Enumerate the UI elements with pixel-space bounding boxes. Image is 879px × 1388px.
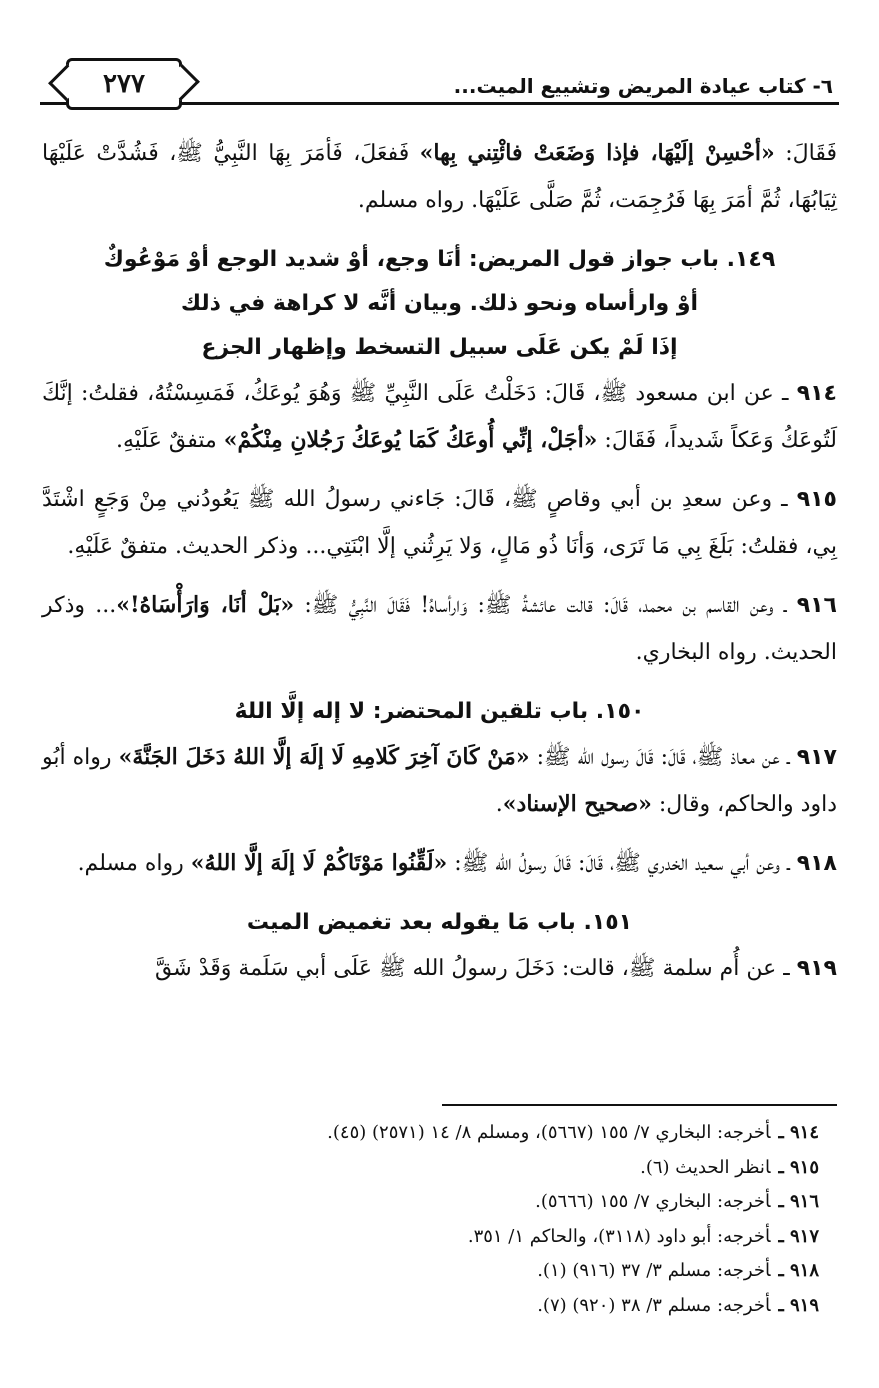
hadith-quote: «بَلْ أنَا، وَارَأْسَاهُ!» bbox=[116, 592, 295, 618]
footnote-item bbox=[60, 1254, 819, 1289]
hadith-918 bbox=[42, 840, 837, 887]
chapter-150-title: ١٥٠. باب تلقين المحتضر: لا إله إلَّا اللهُ bbox=[234, 699, 645, 724]
hadith-source: رواه مسلم. bbox=[77, 851, 191, 876]
footnote-number: ٩١٥ ـ bbox=[778, 1156, 819, 1178]
running-title: ٦- كتاب عيادة المريض وتشييع الميت... bbox=[453, 74, 833, 98]
footnotes bbox=[60, 1116, 819, 1323]
footnote-number: ٩١٨ ـ bbox=[778, 1260, 819, 1281]
footnote-item bbox=[60, 1289, 819, 1324]
hadith-number: ٩١٧ bbox=[796, 745, 837, 770]
footnote-divider bbox=[442, 1104, 837, 1106]
footnote-text: أخرجه: البخاري ٧/ ١٥٥ (٥٦٦٧)، ومسلم ٨/ ١٤ (٢٥٧١) (٤٥). bbox=[327, 1122, 771, 1143]
hadith-text: ـ عن معاذ ﷺ، قَالَ: قَالَ رسول الله ﷺ: bbox=[529, 745, 797, 770]
hadith-quote: «مَنْ كَانَ آخِرَ كَلامِهِ لَا إلَهَ إلَّا اللهُ دَخَلَ الجَنَّةَ» bbox=[118, 744, 530, 770]
hadith-grading: «صحيح الإسناد» bbox=[502, 791, 652, 817]
hadith-915 bbox=[42, 476, 837, 570]
hadith-914 bbox=[42, 370, 837, 464]
hadith-text: ـ وعن سعدِ بن أبي وقاصٍ ﷺ، قَالَ: جَاءني رسولُ الله ﷺ يَعُودُني مِنْ وَجَعٍ اشْتَدَّ بِي، فقلتُ: بَلَغَ بِي مَا تَرَى، وَأنَا ذُو مَالٍ، وَلا يَرِثُني إلَّا ابْنَتِي... وذكر الحديث. متفقٌ عَلَيْهِ. bbox=[42, 487, 837, 559]
intro-hadith-quote: «أحْسِنْ إلَيْهَا، فإذا وَضَعَتْ فائْتِني بِها» bbox=[419, 140, 775, 166]
hadith-end: . bbox=[495, 792, 503, 817]
footnote-text: أخرجه: البخاري ٧/ ١٥٥ (٥٦٦٦). bbox=[535, 1191, 771, 1212]
hadith-quote: «لَقِّنُوا مَوْتَاكُمْ لَا إلَهَ إلَّا اللهُ» bbox=[190, 850, 448, 876]
footnote-text: أخرجه: أبو داود (٣١١٨)، والحاكم ١/ ٣٥١. bbox=[467, 1225, 771, 1247]
hadith-source: رواه أبُو داود والحاكم، وقال: bbox=[42, 745, 837, 817]
footnote-number: ٩١٤ ـ bbox=[778, 1122, 819, 1143]
footnote-text: أخرجه: مسلم ٣/ ٣٧ (٩١٦) (١). bbox=[537, 1260, 771, 1281]
footnote-number: ٩١٩ ـ bbox=[778, 1294, 819, 1316]
footnote-text: انظر الحديث (٦). bbox=[640, 1156, 771, 1178]
footnote-text: أخرجه: مسلم ٣/ ٣٨ (٩٢٠) (٧). bbox=[537, 1294, 771, 1316]
footnote-item bbox=[60, 1220, 819, 1255]
hadith-text: ـ عن أُم سلمة ﷺ، قالت: دَخَلَ رسولُ الله ﷺ عَلَى أبي سَلَمة وَقَدْ شَقَّ bbox=[154, 956, 797, 981]
footnote-item bbox=[60, 1185, 819, 1220]
hadith-916 bbox=[42, 582, 837, 676]
hadith-number: ٩١٥ bbox=[796, 487, 837, 512]
page-number-frame bbox=[66, 58, 182, 110]
chapter-149-title-line-3: إذَا لَمْ يكن عَلَى سبيل التسخط وإظهار الجزع bbox=[201, 335, 678, 360]
hadith-number: ٩١٩ bbox=[796, 956, 837, 981]
footnote-number: ٩١٧ ـ bbox=[778, 1225, 819, 1247]
hadith-text: ـ وعن أبي سعيد الخدري ﷺ، قَالَ: قَالَ رسولُ الله ﷺ: bbox=[447, 851, 797, 876]
page-header bbox=[40, 52, 839, 112]
intro-text-start: فَقَالَ: bbox=[774, 141, 837, 166]
hadith-text: ـ عن ابن مسعود ﷺ، قَالَ: دَخَلْتُ عَلَى النَّبِيِّ ﷺ وَهُوَ يُوعَكُ، فَمَسِسْتُهُ، فقلتُ: إنَّكَ لَتُوعَكُ وَعَكاً شَديداً، فَقَالَ: bbox=[42, 381, 837, 453]
hadith-quote: «أجَلْ، إنِّي أُوعَكُ كَمَا يُوعَكُ رَجُلانِ مِنْكُمْ» bbox=[223, 427, 598, 453]
hadith-number: ٩١٤ bbox=[796, 381, 837, 406]
hadith-source: ... وذكر الحديث. رواه البخاري. bbox=[42, 593, 837, 665]
intro-paragraph bbox=[42, 130, 837, 224]
hadith-text: ـ وعن القاسم بن محمد، قَالَ: قالت عائشةُ ﷺ: وَارأساهُ! فَقَالَ النَّبِيُّ ﷺ: bbox=[294, 593, 797, 618]
footnote-item bbox=[60, 1116, 819, 1151]
chapter-151-title: ١٥١. باب مَا يقوله بعد تغميض الميت bbox=[246, 910, 633, 935]
chapter-149-title-line-1: ١٤٩. باب جواز قول المريض: أنَا وجع، أوْ شديد الوجع أوْ مَوْعُوكٌ bbox=[103, 247, 776, 272]
footnote-item bbox=[60, 1151, 819, 1186]
hadith-917 bbox=[42, 734, 837, 828]
hadith-number: ٩١٨ bbox=[796, 851, 837, 876]
hadith-source: متفقٌ عَلَيْهِ. bbox=[116, 428, 224, 453]
hadith-number: ٩١٦ bbox=[796, 593, 837, 618]
main-text bbox=[42, 130, 837, 992]
chapter-149-title-line-2: أوْ وارأساه ونحو ذلك. وبيان أنَّه لا كراهة في ذلك bbox=[180, 291, 699, 316]
hadith-919 bbox=[42, 945, 837, 992]
footnote-number: ٩١٦ ـ bbox=[778, 1191, 819, 1212]
page-number: ٢٧٧ bbox=[103, 69, 145, 99]
intro-text-end: فَفعَلَ، فَأمَرَ بِهَا النَّبِيُّ ﷺ، فَشُدَّتْ عَلَيْهَا ثِيَابُهَا، ثُمَّ أمَرَ بِهَا فَرُجِمَت، ثُمَّ صَلَّى عَلَيْهَا. رواه مسلم. bbox=[42, 141, 837, 213]
